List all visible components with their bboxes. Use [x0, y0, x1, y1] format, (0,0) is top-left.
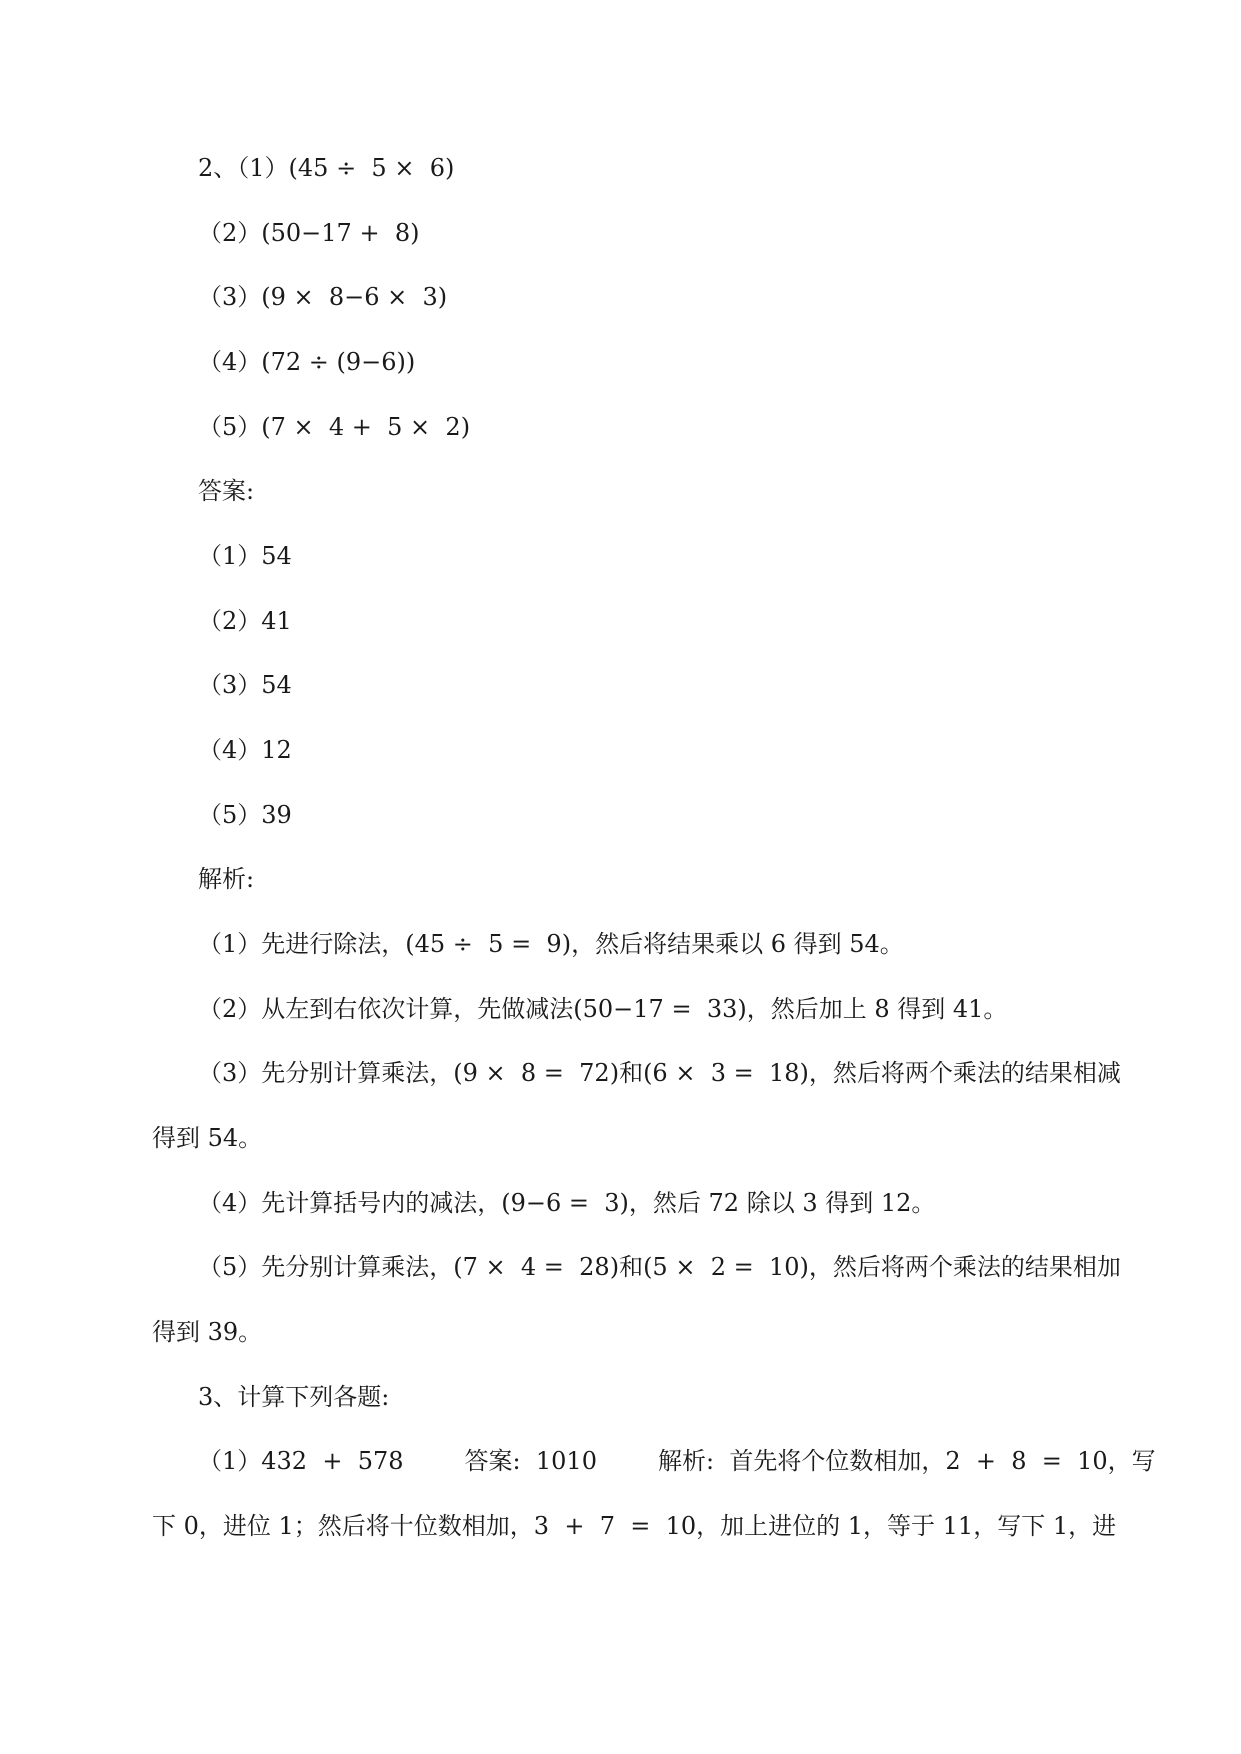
- answer-5: （5）39: [198, 801, 292, 829]
- analysis-3-continued: 得到 54。: [152, 1124, 263, 1152]
- section3-item1-line2: 下 0，进位 1；然后将十位数相加，3 + 7 = 10，加上进位的 1，等于 11，写下 1，进: [152, 1512, 1117, 1540]
- analysis-3: （3）先分别计算乘法，(9 × 8 = 72)和(6 × 3 = 18)，然后将两个乘法的结果相减: [198, 1059, 1121, 1087]
- answer-4: （4）12: [198, 736, 292, 764]
- analysis-5: （5）先分别计算乘法，(7 × 4 = 28)和(5 × 2 = 10)，然后将两个乘法的结果相加: [198, 1253, 1121, 1281]
- section3-heading: 3、计算下列各题:: [198, 1383, 390, 1411]
- answer-3: （3）54: [198, 671, 292, 699]
- answer-2: （2）41: [198, 607, 292, 635]
- analysis-4: （4）先计算括号内的减法，(9−6 = 3)，然后 72 除以 3 得到 12。: [198, 1189, 936, 1217]
- question-1: 2、（1）(45 ÷ 5 × 6): [198, 154, 455, 182]
- analysis-5-continued: 得到 39。: [152, 1318, 263, 1346]
- answer-1: （1）54: [198, 542, 292, 570]
- question-5: （5）(7 × 4 + 5 × 2): [198, 413, 471, 441]
- question-4: （4）(72 ÷ (9−6)): [198, 348, 416, 376]
- analysis-2: （2）从左到右依次计算，先做减法(50−17 = 33)，然后加上 8 得到 41。: [198, 995, 1008, 1023]
- section3-item1-line1: （1）432 + 578 答案: 1010 解析: 首先将个位数相加，2 + 8 = 10，写: [198, 1447, 1156, 1475]
- analysis-1: （1）先进行除法，(45 ÷ 5 = 9)，然后将结果乘以 6 得到 54。: [198, 930, 904, 958]
- analysis-heading: 解析:: [198, 865, 255, 893]
- answer-heading: 答案:: [198, 477, 255, 505]
- question-3: （3）(9 × 8−6 × 3): [198, 283, 448, 311]
- question-2: （2）(50−17 + 8): [198, 219, 420, 247]
